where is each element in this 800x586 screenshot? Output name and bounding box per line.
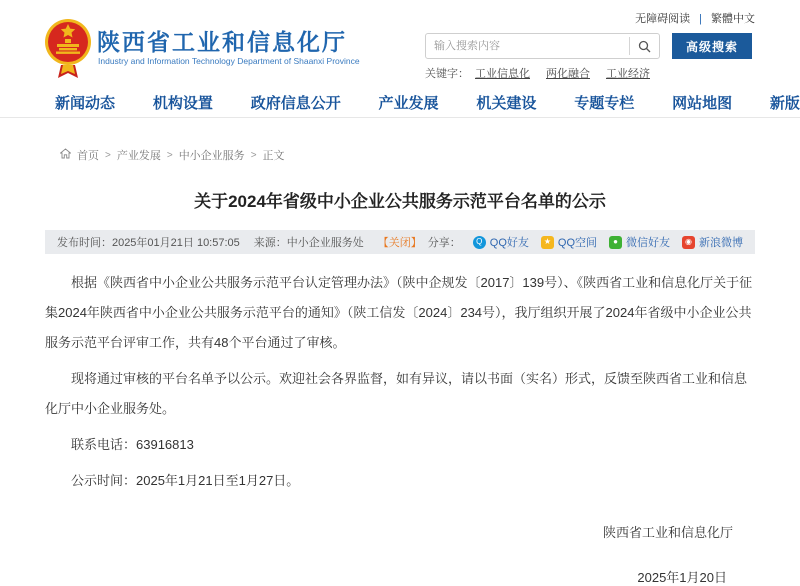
keywords-label: 关键字：: [425, 68, 469, 80]
nav-item-gov-info[interactable]: 政府信息公开: [250, 95, 341, 112]
paragraph-publicity-period: 公示时间：2025年1月21日至1月27日。: [71, 473, 300, 488]
weibo-icon: ◉: [682, 236, 695, 249]
breadcrumb-current: 正文: [262, 150, 285, 162]
nav-item-organization[interactable]: 机构设置: [152, 95, 213, 112]
publish-time-label: 发布时间：: [56, 237, 112, 249]
wechat-icon: ●: [609, 236, 622, 249]
traditional-chinese-link[interactable]: 繁體中文: [711, 13, 755, 25]
paragraph-contact-phone: 联系电话：63916813: [71, 437, 194, 452]
home-icon: [60, 148, 71, 162]
qq-icon: Q: [473, 236, 486, 249]
nav-item-news[interactable]: 新闻动态: [55, 95, 116, 112]
nav-item-industry-development[interactable]: 产业发展: [378, 95, 439, 112]
nav-item-new-version[interactable]: 新版: [769, 95, 800, 112]
keyword-link-integration[interactable]: 两化融合: [546, 68, 590, 80]
utility-links: [635, 10, 755, 26]
breadcrumb: [45, 147, 755, 163]
breadcrumb-separator: >: [250, 149, 257, 161]
article-body: [45, 268, 755, 496]
paragraph-announcement: 现将通过审核的平台名单予以公示。欢迎社会各界监督，如有异议，请以书面（实名）形式，反馈至陕西省工业和信息化厅中小企业服务处。: [45, 371, 748, 416]
breadcrumb-separator: >: [166, 149, 173, 161]
accessibility-link[interactable]: 无障碍阅读: [635, 13, 691, 25]
site-title: 陕西省工业和信息化厅: [97, 29, 347, 55]
topbar-divider: |: [699, 13, 702, 25]
source-value: 中小企业服务处: [286, 237, 364, 249]
keyword-link-industry-informatization[interactable]: 工业信息化: [475, 68, 530, 80]
search-icon[interactable]: [629, 37, 659, 55]
share-qzone-link[interactable]: ★ QQ空间: [541, 234, 597, 250]
share-qq-friend-link[interactable]: Q QQ好友: [473, 234, 529, 250]
signature-date: 2025年1月20日: [637, 570, 727, 585]
nav-item-special-columns[interactable]: 专题专栏: [574, 95, 635, 112]
signature-block: [45, 522, 755, 586]
site-title-english: Industry and Information Technology Department of Shaanxi Province: [98, 56, 360, 66]
national-emblem-logo: [44, 15, 92, 79]
nav-item-sitemap[interactable]: 网站地图: [672, 95, 733, 112]
breadcrumb-home[interactable]: 首页: [77, 150, 99, 162]
share-weibo-link[interactable]: ◉ 新浪微博: [682, 234, 743, 250]
close-link[interactable]: 【关闭】: [377, 237, 422, 249]
qzone-star-icon: ★: [541, 236, 554, 249]
search-input[interactable]: [426, 40, 629, 52]
breadcrumb-sme-service[interactable]: 中小企业服务: [178, 150, 245, 162]
breadcrumb-industry-development[interactable]: 产业发展: [116, 150, 161, 162]
main-navigation: [0, 88, 800, 118]
advanced-search-button[interactable]: 高级搜索: [672, 33, 752, 59]
share-label: 分享：: [427, 237, 461, 249]
article-page: [0, 119, 800, 586]
article-title: 关于2024年省级中小企业公共服务示范平台名单的公示: [194, 192, 606, 211]
search-keywords: [425, 65, 666, 81]
source-label: 来源：: [253, 237, 287, 249]
search-box: [425, 33, 660, 59]
signature-department: 陕西省工业和信息化厅: [602, 525, 733, 540]
share-wechat-link[interactable]: ● 微信好友: [609, 234, 670, 250]
site-header: [0, 0, 800, 88]
nav-item-agency-building[interactable]: 机关建设: [476, 95, 537, 112]
keyword-link-industrial-economy[interactable]: 工业经济: [606, 68, 650, 80]
paragraph-basis: 根据《陕西省中小企业公共服务示范平台认定管理办法》（陕中企规发〔2017〕139号）、《陕西省工业和信息化厅关于征集2024年陕西省中小企业公共服务示范平台的通知》（陕工信发〔2024〕234号），我厅组织开展了2024年省级中小企业公共服务示范平台评审工作，共有48个平台通过了审核。: [45, 275, 753, 350]
article-meta-bar: [45, 230, 755, 254]
publish-time-value: 2025年01月21日 10:57:05: [111, 237, 240, 249]
breadcrumb-separator: >: [105, 149, 111, 161]
